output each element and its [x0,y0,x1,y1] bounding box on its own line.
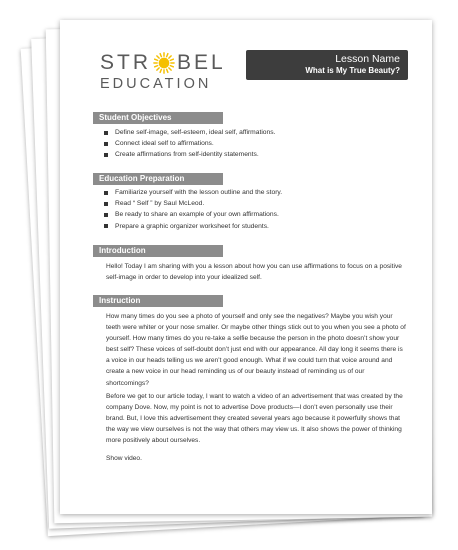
logo-wordmark [100,50,226,76]
list-item: Prepare a graphic organizer worksheet for students. [104,221,282,232]
list-item: Create affirmations from self-identity statements. [104,149,275,160]
introduction-text: Hello! Today I am sharing with you a lesson about how you can use affirmations to focus on a positive self-image in order to develop into your idealized self. [106,263,402,282]
objectives-list [104,127,275,161]
objectives-header: Student Objectives [93,112,223,124]
sun-icon [153,52,175,74]
document-page [60,20,432,514]
instruction-paragraph-2: Before we get to our article today, I want to watch a video of an advertisement that was created by the company Dove. Now, my point is not to advertise Dove products—I don’t even personally use their brand. But, I love this advertisement they created several years ago because it powerfully shows that the way we view ourselves is not the way that others may view us. It also shows the power of thinking more positively about ourselves. [106,393,403,445]
list-item: Define self-image, self-esteem, ideal self, affirmations. [104,127,275,138]
instruction-header: Instruction [93,295,223,307]
logo-text-right: BEL [177,51,226,74]
preparation-list [104,187,282,232]
list-item: Connect ideal self to affirmations. [104,138,275,149]
list-item: Read “ Self ” by Saul McLeod. [104,198,282,209]
introduction-header: Introduction [93,245,223,257]
strobel-education-logo [100,50,250,98]
logo-subtitle: EDUCATION [100,76,212,92]
logo-text-left: STR [100,51,151,74]
instruction-paragraph-1: How many times do you see a photo of yourself and only see the negatives? Maybe you wish your teeth were whiter or your nose smaller. Or maybe other things stick out to you when you see a photo of yourself. How many times do you re-take a selfie because the person in the photo doesn’t show your best self? These voices of self-doubt don’t just end with our appearance. All day long it seems there is a voice in our heads telling us we aren’t good enough. What if we could turn that voice around and create a new voice in our head reminding us of our beauty instead of reminding us of our shortcomings? [106,313,406,387]
instruction-paragraph-3: Show video. [106,455,142,462]
lesson-title: What is My True Beauty? [305,66,400,75]
lesson-name-box [246,50,408,80]
list-item: Familiarize yourself with the lesson outline and the story. [104,187,282,198]
list-item: Be ready to share an example of your own affirmations. [104,209,282,220]
preparation-header: Education Preparation [93,173,223,185]
lesson-label: Lesson Name [335,53,400,65]
